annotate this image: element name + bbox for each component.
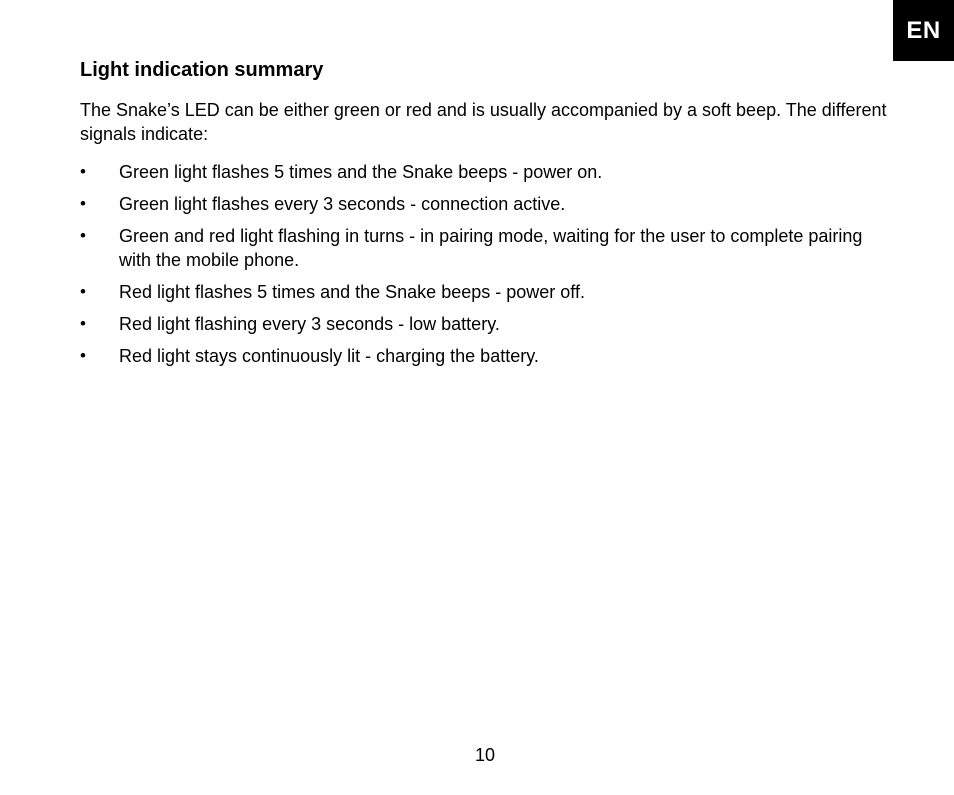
section-title: Light indication summary — [80, 59, 324, 81]
list-item-text: Red light flashing every 3 seconds - low battery. — [119, 314, 500, 334]
list-item — [80, 192, 890, 216]
bullet-icon: • — [80, 282, 86, 301]
list-item-text: Red light flashes 5 times and the Snake beeps - power off. — [119, 282, 585, 302]
bullet-icon: • — [80, 226, 86, 245]
list-item-text: Green and red light flashing in turns - in pairing mode, waiting for the user to complete pairing with the mobile phone. — [119, 226, 863, 270]
list-item-text: Green light flashes 5 times and the Snake beeps - power on. — [119, 162, 603, 182]
bullet-icon: • — [80, 162, 86, 181]
list-item-text: Red light stays continuously lit - charging the battery. — [119, 346, 539, 366]
list-item — [80, 344, 890, 368]
page-content — [80, 57, 890, 376]
signal-list — [80, 160, 890, 368]
list-item — [80, 160, 890, 184]
bullet-icon: • — [80, 314, 86, 333]
bullet-icon: • — [80, 346, 86, 365]
list-item — [80, 224, 890, 272]
intro-paragraph: The Snake’s LED can be either green or red and is usually accompanied by a soft beep. The different signals indicate: — [80, 100, 887, 144]
page-number: 10 — [474, 745, 496, 765]
list-item — [80, 280, 890, 304]
list-item-text: Green light flashes every 3 seconds - connection active. — [119, 194, 566, 214]
language-tab: EN — [893, 0, 954, 61]
list-item — [80, 312, 890, 336]
bullet-icon: • — [80, 194, 86, 213]
